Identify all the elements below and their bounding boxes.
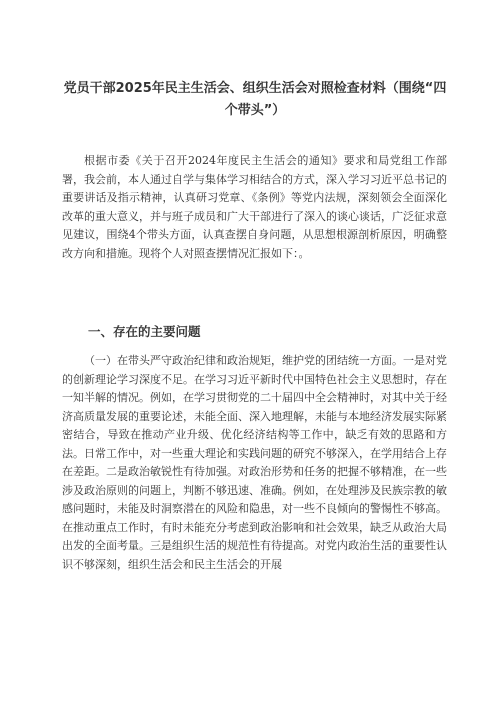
intro-text: 根据市委《关于召开2024年度民主生活会的通知》要求和局党组工作部署，我会前，本人通过自学与集体学习相结合的方式，深入学习习近平总书记的重要讲话及指示精神，认真研习党章、《条例》等党内法规，深刻领会全面深化改革的重大意义，并与班子成员和广大干部进行了深入的谈心谈话，广泛征求意见建议，围绕4个带头方面，认真查摆自身问题，从思想根源剖析原因，明确整改方向和措施。现将个人对照查摆情况汇报如下：。	[62, 154, 447, 260]
document-title: 党员干部2025年民主生活会、组织生活会对照检查材料（围绕“四个带头”）	[63, 81, 447, 118]
intro-paragraph	[62, 152, 447, 263]
section-text: （一）在带头严守政治纪律和政治规矩，维护党的团结统一方面。一是对党的创新理论学习深度不足。在学习习近平新时代中国特色社会主义思想时，存在一知半解的情况。例如，在学习贯彻党的二十届四中全会精神时，对其中关于经济高质量发展的重要论述，未能全面、深入地理解，未能与本地经济发展实际紧密结合，导致在推动产业升级、优化经济结构等工作中，缺乏有效的思路和方法。日常工作中，对一些重大理论和实践问题的研究不够深入，在学用结合上存在差距。二是政治敏锐性有待加强。对政治形势和任务的把握不够精准，在一些涉及政治原则的问题上，判断不够迅速、准确。例如，在处理涉及民族宗教的敏感问题时，未能及时洞察潜在的风险和隐患，对一些不良倾向的警惕性不够高。在推动重点工作时，有时未能充分考虑到政治影响和社会效果，缺乏从政治大局出发的全面考量。三是组织生活的规范性有待提高。对党内政治生活的重要性认识不够深刻，组织生活会和民主生活会的开展	[62, 354, 447, 571]
section-heading: 一、存在的主要问题	[88, 324, 201, 339]
section-paragraph	[62, 352, 447, 574]
